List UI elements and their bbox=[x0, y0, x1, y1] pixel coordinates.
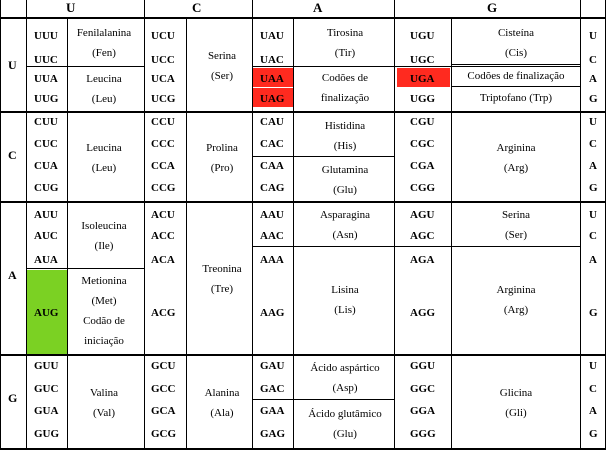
inner-divider-3 bbox=[451, 17, 452, 450]
amino-acid-met-line-3: iniciação bbox=[84, 335, 124, 347]
codon-uca: UCA bbox=[151, 73, 175, 85]
codon-cua: CUA bbox=[34, 160, 58, 172]
amino-acid-val bbox=[70, 357, 138, 449]
amino-acid-lis-line-0: Lisina bbox=[331, 284, 359, 296]
codon-uga: UGA bbox=[410, 73, 435, 85]
amino-acid-arg-c-line-1: (Arg) bbox=[503, 162, 529, 174]
third-base-a-a: A bbox=[589, 254, 597, 266]
column-divider-4 bbox=[580, 0, 581, 450]
codon-cau: CAU bbox=[260, 116, 284, 128]
codon-gua: GUA bbox=[34, 405, 59, 417]
amino-acid-leu-u-line-1: (Leu) bbox=[91, 93, 117, 105]
third-base-g-c: C bbox=[589, 383, 597, 395]
column-divider-2 bbox=[252, 0, 253, 450]
codon-ugu: UGU bbox=[410, 30, 435, 42]
amino-acid-ala-line-1: (Ala) bbox=[210, 407, 234, 419]
codon-cgc: CGC bbox=[410, 138, 435, 150]
codon-aag: AAG bbox=[260, 307, 285, 319]
amino-acid-gli-line-1: (Gli) bbox=[505, 407, 527, 419]
amino-acid-pro-line-1: (Pro) bbox=[210, 162, 234, 174]
codon-uuu: UUU bbox=[34, 30, 58, 42]
amino-acid-ser-u-line-0: Serina bbox=[207, 50, 237, 62]
codon-cuu: CUU bbox=[34, 116, 58, 128]
codon-ccg: CCG bbox=[151, 182, 176, 194]
codon-gcc: GCC bbox=[151, 383, 176, 395]
codon-agg: AGG bbox=[410, 307, 436, 319]
amino-acid-lis-line-1: (Lis) bbox=[334, 304, 356, 316]
amino-acid-met-line-2: Codão de bbox=[83, 315, 125, 327]
codon-gcg: GCG bbox=[151, 428, 177, 440]
amino-acid-leu-c-line-0: Leucina bbox=[86, 142, 122, 154]
codon-cug: CUG bbox=[34, 182, 59, 194]
codon-ugg: UGG bbox=[410, 93, 436, 105]
codon-cgu: CGU bbox=[410, 116, 435, 128]
third-base-g-a: A bbox=[589, 405, 597, 417]
codon-cuc: CUC bbox=[34, 138, 58, 150]
amino-acid-arg-c bbox=[452, 114, 580, 202]
codon-cga: CGA bbox=[410, 160, 435, 172]
row-label-g: G bbox=[8, 391, 18, 405]
amino-acid-glu-line-0: Ácido glutâmico bbox=[308, 408, 382, 420]
amino-acid-cis-line-0: Cisteína bbox=[497, 27, 535, 39]
amino-acid-stop-a-line-0: Codões de bbox=[321, 72, 369, 84]
codon-gau: GAU bbox=[260, 360, 285, 372]
amino-acid-ser-u bbox=[192, 20, 252, 112]
amino-acid-fen-line-0: Fenilalanina bbox=[76, 27, 132, 39]
codon-ggc: GGC bbox=[410, 383, 436, 395]
codon-acg: ACG bbox=[151, 307, 176, 319]
codon-aac: AAC bbox=[260, 230, 284, 242]
amino-acid-tir bbox=[296, 20, 394, 66]
amino-acid-gli bbox=[452, 357, 580, 449]
amino-acid-leu-u-line-0: Leucina bbox=[86, 73, 122, 85]
amino-acid-lis bbox=[296, 246, 394, 354]
codon-aug: AUG bbox=[34, 307, 59, 319]
amino-acid-cis bbox=[452, 20, 580, 66]
block-separator-3 bbox=[0, 354, 606, 356]
amino-acid-asn-line-1: (Asn) bbox=[332, 229, 358, 241]
third-base-u-a: A bbox=[589, 73, 597, 85]
column-divider-1 bbox=[144, 0, 145, 450]
amino-acid-tir-line-0: Tirosina bbox=[326, 27, 364, 39]
codon-aaa: AAA bbox=[260, 254, 284, 266]
row-label-c: C bbox=[8, 148, 17, 162]
codon-uuc: UUC bbox=[34, 54, 58, 66]
block-separator-2 bbox=[0, 201, 606, 203]
amino-acid-trp bbox=[452, 87, 580, 109]
amino-acid-ser-u-line-1: (Ser) bbox=[211, 70, 233, 82]
row-label-u: U bbox=[8, 58, 17, 72]
amino-acid-asn bbox=[296, 204, 394, 246]
codon-gca: GCA bbox=[151, 405, 176, 417]
codon-gcu: GCU bbox=[151, 360, 176, 372]
sub-divider-5 bbox=[252, 156, 394, 157]
amino-acid-his-line-1: (His) bbox=[333, 140, 357, 152]
amino-acid-his bbox=[296, 114, 394, 158]
codon-uau: UAU bbox=[260, 30, 284, 42]
amino-acid-glu bbox=[296, 399, 394, 449]
third-base-c-c: C bbox=[589, 138, 597, 150]
codon-agu: AGU bbox=[410, 209, 435, 221]
amino-acid-val-line-0: Valina bbox=[89, 387, 119, 399]
amino-acid-arg-a bbox=[452, 246, 580, 354]
amino-acid-arg-c-line-0: Arginina bbox=[496, 142, 536, 154]
amino-acid-glu-line-1: (Glu) bbox=[333, 428, 357, 440]
amino-acid-ala bbox=[192, 357, 252, 449]
codon-acc: ACC bbox=[151, 230, 175, 242]
amino-acid-ile-line-0: Isoleucina bbox=[81, 220, 127, 232]
codon-ggu: GGU bbox=[410, 360, 436, 372]
codon-aua: AUA bbox=[34, 254, 58, 266]
block-separator-1 bbox=[0, 111, 606, 113]
amino-acid-fen bbox=[70, 20, 138, 66]
third-base-c-a: A bbox=[589, 160, 597, 172]
codon-gac: GAC bbox=[260, 383, 285, 395]
amino-acid-asp bbox=[296, 357, 394, 399]
codon-gag: GAG bbox=[260, 428, 286, 440]
codon-guc: GUC bbox=[34, 383, 59, 395]
codon-gga: GGA bbox=[410, 405, 436, 417]
codon-ucu: UCU bbox=[151, 30, 175, 42]
inner-divider-1 bbox=[186, 17, 187, 450]
amino-acid-ala-line-0: Alanina bbox=[204, 387, 240, 399]
block-separator-4 bbox=[0, 448, 606, 450]
amino-acid-tir-line-1: (Tir) bbox=[334, 47, 356, 59]
amino-acid-ser-a-line-0: Serina bbox=[501, 209, 531, 221]
block-separator-0 bbox=[0, 17, 606, 19]
third-base-a-u: U bbox=[589, 209, 597, 221]
amino-acid-fen-line-1: (Fen) bbox=[92, 47, 116, 59]
codon-caa: CAA bbox=[260, 160, 284, 172]
amino-acid-cis-line-1: (Cis) bbox=[505, 47, 527, 59]
amino-acid-ile bbox=[70, 204, 138, 268]
codon-ucc: UCC bbox=[151, 54, 175, 66]
codon-cac: CAC bbox=[260, 138, 284, 150]
amino-acid-ile-line-1: (Ile) bbox=[94, 240, 114, 252]
codon-auc: AUC bbox=[34, 230, 58, 242]
codon-uug: UUG bbox=[34, 93, 59, 105]
outer-left bbox=[0, 0, 1, 450]
third-base-c-u: U bbox=[589, 116, 597, 128]
amino-acid-ser-a-line-1: (Ser) bbox=[505, 229, 527, 241]
codon-ggg: GGG bbox=[410, 428, 436, 440]
amino-acid-val-line-1: (Val) bbox=[93, 407, 115, 419]
amino-acid-gli-line-0: Glicina bbox=[499, 387, 533, 399]
column-header-u: U bbox=[66, 0, 76, 15]
sub-divider-6 bbox=[26, 268, 144, 269]
sub-divider-9 bbox=[451, 246, 580, 247]
third-base-a-c: C bbox=[589, 230, 597, 242]
amino-acid-gln-line-0: Glutamina bbox=[321, 164, 369, 176]
sub-divider-4 bbox=[451, 64, 580, 65]
amino-acid-his-line-0: Histidina bbox=[324, 120, 366, 132]
codon-aca: ACA bbox=[151, 254, 175, 266]
third-base-a-g: G bbox=[589, 307, 598, 319]
amino-acid-stop-a-line-1: finalização bbox=[320, 92, 370, 104]
codon-ugc: UGC bbox=[410, 54, 435, 66]
amino-acid-met bbox=[70, 268, 138, 354]
codon-uua: UUA bbox=[34, 73, 58, 85]
codon-cgg: CGG bbox=[410, 182, 436, 194]
amino-acid-gln bbox=[296, 158, 394, 202]
amino-acid-arg-a-line-0: Arginina bbox=[496, 284, 536, 296]
amino-acid-asn-line-0: Asparagina bbox=[319, 209, 371, 221]
amino-acid-pro bbox=[192, 114, 252, 202]
amino-acid-tre bbox=[192, 204, 252, 354]
amino-acid-ser-a bbox=[452, 204, 580, 246]
amino-acid-stop-a bbox=[296, 66, 394, 110]
codon-uaa: UAA bbox=[260, 73, 284, 85]
row-label-a: A bbox=[8, 268, 17, 282]
codon-acu: ACU bbox=[151, 209, 175, 221]
amino-acid-stop-g-line-0: Codões de finalização bbox=[467, 70, 565, 82]
codon-cag: CAG bbox=[260, 182, 285, 194]
codon-uag: UAG bbox=[260, 93, 285, 105]
amino-acid-leu-u bbox=[70, 66, 138, 112]
sub-divider-3 bbox=[451, 86, 580, 87]
column-header-a: A bbox=[313, 0, 323, 15]
sub-divider-7 bbox=[252, 246, 394, 247]
amino-acid-stop-g bbox=[452, 66, 580, 86]
codon-cca: CCA bbox=[151, 160, 175, 172]
third-base-u-g: G bbox=[589, 93, 598, 105]
amino-acid-trp-line-0: Triptofano (Trp) bbox=[479, 92, 553, 104]
amino-acid-pro-line-0: Prolina bbox=[206, 142, 238, 154]
amino-acid-gln-line-1: (Glu) bbox=[333, 184, 357, 196]
codon-agc: AGC bbox=[410, 230, 435, 242]
codon-ccu: CCU bbox=[151, 116, 175, 128]
amino-acid-tre-line-1: (Tre) bbox=[210, 283, 234, 295]
third-base-g-g: G bbox=[589, 428, 598, 440]
codon-aau: AAU bbox=[260, 209, 284, 221]
codon-guu: GUU bbox=[34, 360, 59, 372]
column-divider-0 bbox=[26, 0, 27, 450]
amino-acid-leu-c-line-1: (Leu) bbox=[91, 162, 117, 174]
codon-gug: GUG bbox=[34, 428, 60, 440]
codon-ucg: UCG bbox=[151, 93, 176, 105]
third-base-u-u: U bbox=[589, 30, 597, 42]
codon-ccc: CCC bbox=[151, 138, 175, 150]
inner-divider-0 bbox=[67, 17, 68, 450]
sub-divider-2 bbox=[394, 66, 580, 67]
sub-divider-10 bbox=[252, 399, 394, 400]
codon-auu: AUU bbox=[34, 209, 58, 221]
amino-acid-asp-line-1: (Asp) bbox=[332, 382, 358, 394]
amino-acid-tre-line-0: Treonina bbox=[202, 263, 242, 275]
amino-acid-met-line-0: Metionina bbox=[81, 275, 127, 287]
sub-divider-0 bbox=[26, 66, 144, 67]
amino-acid-met-line-1: (Met) bbox=[91, 295, 117, 307]
codon-uac: UAC bbox=[260, 54, 284, 66]
amino-acid-arg-a-line-1: (Arg) bbox=[503, 304, 529, 316]
column-header-c: C bbox=[192, 0, 202, 15]
codon-aga: AGA bbox=[410, 254, 435, 266]
codon-gaa: GAA bbox=[260, 405, 285, 417]
column-header-g: G bbox=[487, 0, 498, 15]
sub-divider-1 bbox=[252, 66, 394, 67]
inner-divider-2 bbox=[293, 17, 294, 450]
third-base-g-u: U bbox=[589, 360, 597, 372]
third-base-c-g: G bbox=[589, 182, 598, 194]
amino-acid-asp-line-0: Ácido aspártico bbox=[310, 362, 380, 374]
third-base-u-c: C bbox=[589, 54, 597, 66]
amino-acid-leu-c bbox=[70, 114, 138, 202]
column-divider-3 bbox=[394, 0, 395, 450]
